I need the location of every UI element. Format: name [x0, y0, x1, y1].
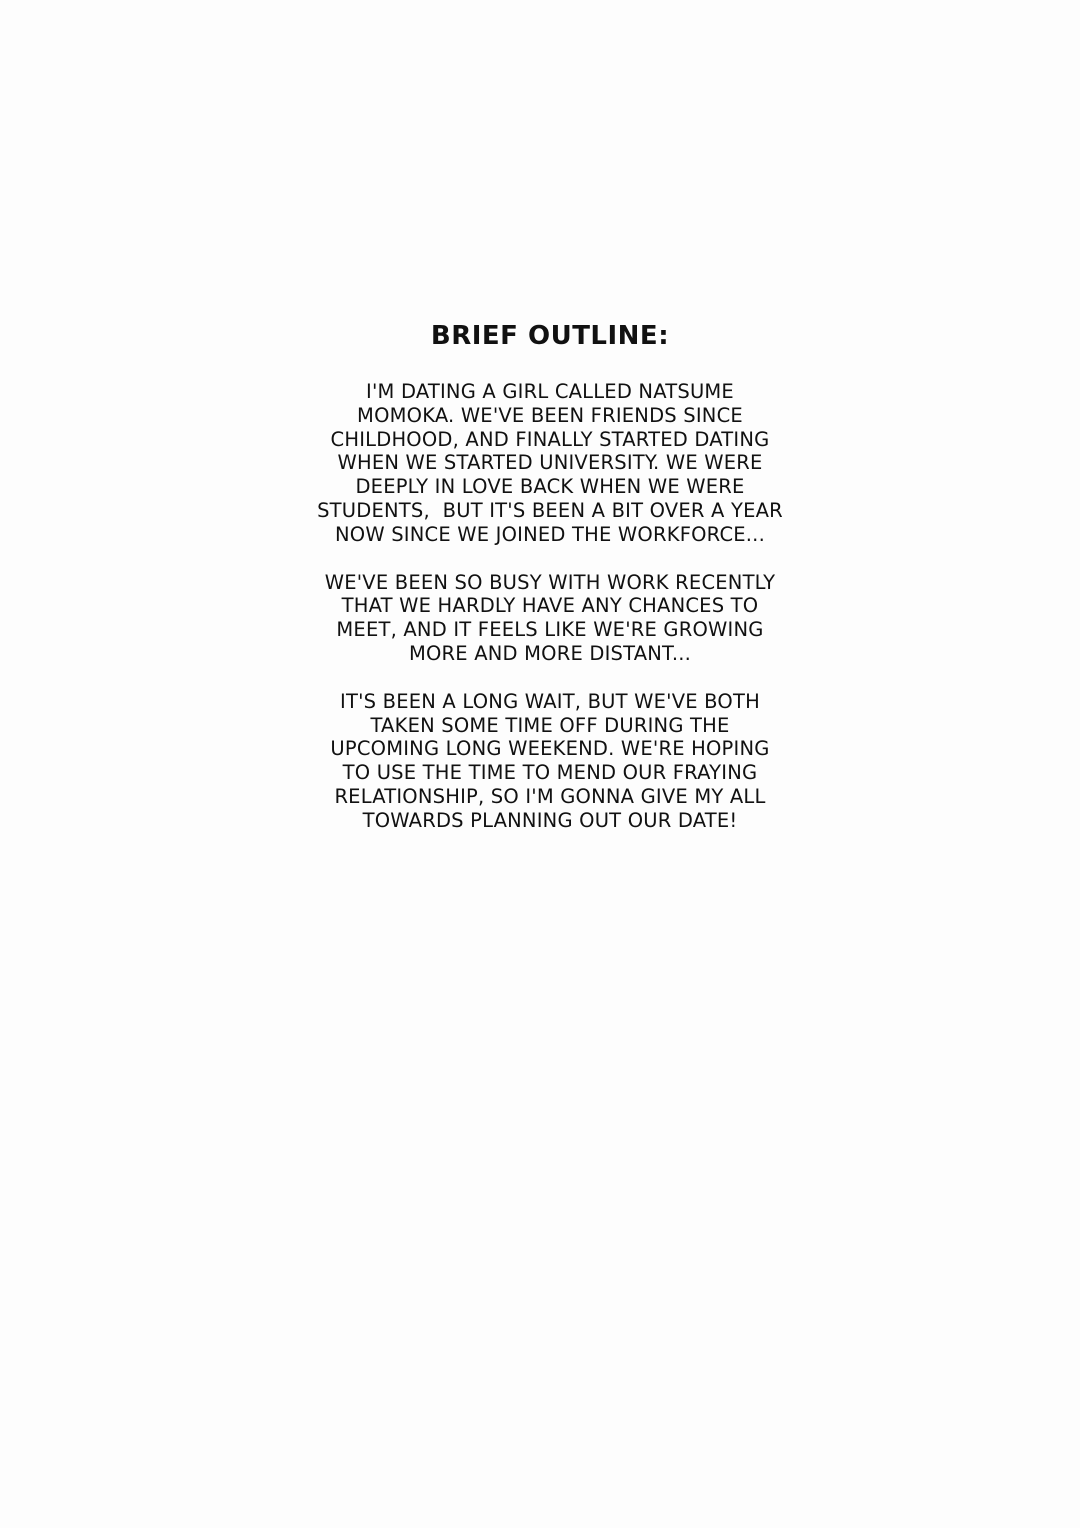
text-line: STUDENTS, BUT IT'S BEEN A BIT OVER A YEAR: [317, 498, 783, 522]
text-line: WE'VE BEEN SO BUSY WITH WORK RECENTLY: [324, 570, 776, 594]
text-line: CHILDHOOD, AND FINALLY STARTED DATING: [330, 427, 770, 451]
text-line: WHEN WE STARTED UNIVERSITY. WE WERE: [337, 451, 763, 475]
text-line: TOWARDS PLANNING OUT OUR DATE!: [362, 808, 738, 832]
paragraph-3: [290, 690, 810, 833]
text-line: I'M DATING A GIRL CALLED NATSUME: [366, 380, 734, 403]
text-line: IT'S BEEN A LONG WAIT, BUT WE'VE BOTH: [340, 689, 760, 713]
text-line: TAKEN SOME TIME OFF DURING THE: [370, 713, 730, 737]
text-line: RELATIONSHIP, SO I'M GONNA GIVE MY ALL: [334, 784, 766, 808]
brief-outline: [290, 318, 810, 857]
paragraph-1: [290, 380, 810, 547]
text-line: TO USE THE TIME TO MEND OUR FRAYING: [342, 761, 758, 785]
paragraph-2: [290, 571, 810, 666]
text-line: UPCOMING LONG WEEKEND. WE'RE HOPING: [330, 737, 770, 761]
text-line: MOMOKA. WE'VE BEEN FRIENDS SINCE: [357, 403, 743, 427]
text-line: DEEPLY IN LOVE BACK WHEN WE WERE: [355, 475, 745, 499]
text-line: MORE AND MORE DISTANT...: [408, 641, 692, 665]
text-line: THAT WE HARDLY HAVE ANY CHANCES TO: [341, 594, 759, 618]
outline-heading: BRIEF OUTLINE:: [430, 321, 670, 351]
text-line: MEET, AND IT FEELS LIKE WE'RE GROWING: [336, 618, 764, 642]
text-line: NOW SINCE WE JOINED THE WORKFORCE...: [335, 522, 765, 546]
